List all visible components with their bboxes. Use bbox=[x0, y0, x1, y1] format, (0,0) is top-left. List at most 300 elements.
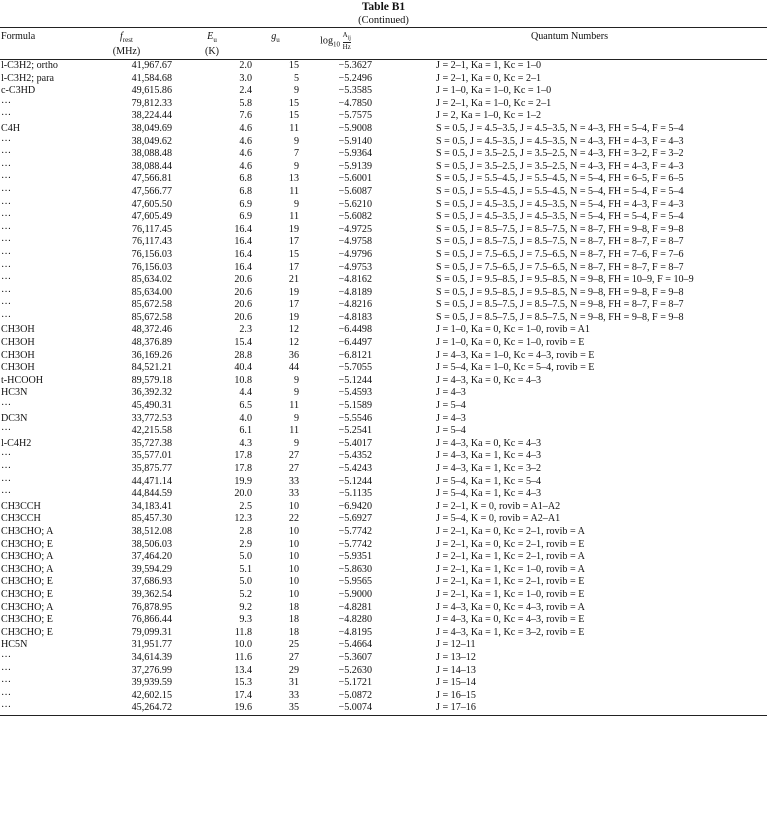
cell-frest: 85,634.02 bbox=[131, 274, 172, 286]
cell-eu: 11.8 bbox=[234, 626, 252, 638]
cell-frest: 35,577.01 bbox=[131, 450, 172, 462]
cell-quantum-numbers: J = 2–1, Ka = 1, Kc = 2–1, rovib = E bbox=[436, 576, 585, 588]
cell-formula: l-C3H2; ortho bbox=[1, 60, 58, 72]
cell-gu: 10 bbox=[288, 588, 299, 600]
cell-eu: 20.6 bbox=[234, 286, 252, 298]
cell-frest: 85,672.58 bbox=[131, 311, 172, 323]
cell-frest: 85,457.30 bbox=[131, 513, 172, 525]
cell-formula: ··· bbox=[1, 702, 12, 714]
cell-eu: 28.8 bbox=[234, 349, 252, 361]
cell-gu: 27 bbox=[288, 651, 299, 663]
cell-gu: 15 bbox=[288, 248, 299, 260]
table-row bbox=[0, 324, 767, 337]
cell-quantum-numbers: J = 13–12 bbox=[436, 651, 476, 663]
table-row bbox=[0, 262, 767, 275]
cell-eu: 16.4 bbox=[234, 223, 252, 235]
cell-eu: 5.1 bbox=[239, 563, 252, 575]
table-row bbox=[0, 211, 767, 224]
cell-log-aij: −5.1721 bbox=[338, 677, 372, 689]
table-row bbox=[0, 98, 767, 111]
cell-gu: 9 bbox=[293, 374, 299, 386]
cell-quantum-numbers: J = 5–4, Ka = 1–0, Kc = 5–4, rovib = E bbox=[436, 362, 595, 374]
cell-eu: 16.4 bbox=[234, 261, 252, 273]
cell-log-aij: −4.7850 bbox=[338, 97, 372, 109]
cell-eu: 2.0 bbox=[239, 60, 252, 72]
table-row bbox=[0, 589, 767, 602]
cell-gu: 11 bbox=[289, 425, 299, 437]
cell-log-aij: −5.6001 bbox=[338, 173, 372, 185]
cell-log-aij: −4.8189 bbox=[338, 286, 372, 298]
cell-gu: 9 bbox=[293, 135, 299, 147]
cell-gu: 12 bbox=[288, 337, 299, 349]
cell-eu: 6.9 bbox=[239, 198, 252, 210]
cell-frest: 38,049.69 bbox=[131, 122, 172, 134]
cell-frest: 42,215.58 bbox=[131, 425, 172, 437]
table-row bbox=[0, 274, 767, 287]
cell-quantum-numbers: S = 0.5, J = 4.5–3.5, J = 4.5–3.5, N = 4–3, FH = 4–3, F = 4–3 bbox=[436, 135, 684, 147]
cell-log-aij: −4.9725 bbox=[338, 223, 372, 235]
cell-eu: 4.6 bbox=[239, 148, 252, 160]
cell-eu: 4.6 bbox=[239, 135, 252, 147]
table-body bbox=[0, 60, 767, 715]
cell-eu: 3.0 bbox=[239, 72, 252, 84]
cell-gu: 17 bbox=[288, 261, 299, 273]
cell-log-aij: −5.9565 bbox=[338, 576, 372, 588]
cell-frest: 49,615.86 bbox=[131, 85, 172, 97]
cell-formula: ··· bbox=[1, 400, 12, 412]
cell-frest: 36,392.32 bbox=[131, 387, 172, 399]
cell-formula: ··· bbox=[1, 463, 12, 475]
table-row bbox=[0, 400, 767, 413]
cell-frest: 39,362.54 bbox=[131, 588, 172, 600]
cell-log-aij: −4.9753 bbox=[338, 261, 372, 273]
cell-gu: 18 bbox=[288, 626, 299, 638]
cell-frest: 89,579.18 bbox=[131, 374, 172, 386]
cell-formula: ··· bbox=[1, 664, 12, 676]
cell-gu: 21 bbox=[288, 274, 299, 286]
cell-quantum-numbers: J = 1–0, Ka = 0, Kc = 1–0, rovib = E bbox=[436, 337, 585, 349]
cell-eu: 13.4 bbox=[234, 664, 252, 676]
cell-gu: 11 bbox=[289, 185, 299, 197]
cell-eu: 16.4 bbox=[234, 248, 252, 260]
cell-log-aij: −5.2630 bbox=[338, 664, 372, 676]
cell-quantum-numbers: J = 2, Ka = 1–0, Kc = 1–2 bbox=[436, 110, 542, 122]
cell-quantum-numbers: J = 4–3, Ka = 1, Kc = 3–2, rovib = E bbox=[436, 626, 585, 638]
table-row bbox=[0, 136, 767, 149]
cell-formula: ··· bbox=[1, 198, 12, 210]
cell-eu: 6.8 bbox=[239, 185, 252, 197]
cell-gu: 22 bbox=[288, 513, 299, 525]
cell-frest: 47,566.81 bbox=[131, 173, 172, 185]
table-row bbox=[0, 224, 767, 237]
cell-eu: 16.4 bbox=[234, 236, 252, 248]
cell-eu: 4.6 bbox=[239, 122, 252, 134]
cell-eu: 5.0 bbox=[239, 576, 252, 588]
cell-frest: 44,471.14 bbox=[131, 475, 172, 487]
cell-formula: CH3CHO; A bbox=[1, 525, 54, 537]
cell-eu: 5.8 bbox=[239, 97, 252, 109]
cell-log-aij: −4.8281 bbox=[338, 601, 372, 613]
cell-frest: 79,099.31 bbox=[131, 626, 172, 638]
cell-eu: 40.4 bbox=[234, 362, 252, 374]
table-row bbox=[0, 85, 767, 98]
cell-quantum-numbers: S = 0.5, J = 7.5–6.5, J = 7.5–6.5, N = 8–7, FH = 7–6, F = 7–6 bbox=[436, 248, 684, 260]
cell-formula: ··· bbox=[1, 97, 12, 109]
cell-quantum-numbers: J = 1–0, Ka = 0, Kc = 1–0, rovib = A1 bbox=[436, 324, 590, 336]
cell-quantum-numbers: S = 0.5, J = 8.5–7.5, J = 8.5–7.5, N = 9–8, FH = 9–8, F = 9–8 bbox=[436, 311, 684, 323]
cell-frest: 84,521.21 bbox=[131, 362, 172, 374]
cell-formula: HC5N bbox=[1, 639, 28, 651]
cell-log-aij: −5.9000 bbox=[338, 588, 372, 600]
cell-gu: 9 bbox=[293, 160, 299, 172]
cell-quantum-numbers: J = 4–3 bbox=[436, 387, 466, 399]
cell-frest: 79,812.33 bbox=[131, 97, 172, 109]
cell-gu: 11 bbox=[289, 122, 299, 134]
cell-frest: 47,605.50 bbox=[131, 198, 172, 210]
cell-quantum-numbers: J = 5–4 bbox=[436, 425, 466, 437]
cell-gu: 10 bbox=[288, 576, 299, 588]
cell-formula: c-C3HD bbox=[1, 85, 36, 97]
cell-quantum-numbers: J = 2–1, Ka = 0, Kc = 2–1, rovib = A bbox=[436, 525, 585, 537]
cell-eu: 9.2 bbox=[239, 601, 252, 613]
table-row bbox=[0, 60, 767, 73]
cell-formula: ··· bbox=[1, 173, 12, 185]
table-row bbox=[0, 564, 767, 577]
cell-eu: 6.8 bbox=[239, 173, 252, 185]
cell-log-aij: −5.6082 bbox=[338, 211, 372, 223]
cell-formula: ··· bbox=[1, 299, 12, 311]
cell-frest: 39,939.59 bbox=[131, 677, 172, 689]
cell-gu: 18 bbox=[288, 601, 299, 613]
cell-formula: ··· bbox=[1, 311, 12, 323]
table-row bbox=[0, 375, 767, 388]
cell-log-aij: −5.5546 bbox=[338, 412, 372, 424]
cell-gu: 10 bbox=[288, 500, 299, 512]
cell-frest: 39,594.29 bbox=[131, 563, 172, 575]
table-row bbox=[0, 652, 767, 665]
table-row bbox=[0, 337, 767, 350]
cell-quantum-numbers: S = 0.5, J = 7.5–6.5, J = 7.5–6.5, N = 8–7, FH = 8–7, F = 8–7 bbox=[436, 261, 684, 273]
cell-log-aij: −5.9139 bbox=[338, 160, 372, 172]
table-row bbox=[0, 425, 767, 438]
table-row bbox=[0, 576, 767, 589]
cell-gu: 19 bbox=[288, 311, 299, 323]
cell-gu: 44 bbox=[288, 362, 299, 374]
cell-gu: 18 bbox=[288, 614, 299, 626]
header-frest: $f_{rest}$ (MHz) bbox=[112, 31, 141, 58]
cell-quantum-numbers: S = 0.5, J = 9.5–8.5, J = 9.5–8.5, N = 9–8, FH = 9–8, F = 9–8 bbox=[436, 286, 684, 298]
cell-gu: 29 bbox=[288, 664, 299, 676]
cell-log-aij: −5.3627 bbox=[338, 60, 372, 72]
cell-formula: CH3CCH bbox=[1, 513, 41, 525]
cell-gu: 15 bbox=[288, 97, 299, 109]
cell-quantum-numbers: J = 2–1, Ka = 1, Kc = 1–0, rovib = A bbox=[436, 563, 585, 575]
cell-log-aij: −4.9796 bbox=[338, 248, 372, 260]
cell-eu: 2.9 bbox=[239, 538, 252, 550]
cell-log-aij: −5.7742 bbox=[338, 525, 372, 537]
cell-formula: ··· bbox=[1, 135, 12, 147]
cell-log-aij: −5.3607 bbox=[338, 651, 372, 663]
cell-eu: 9.3 bbox=[239, 614, 252, 626]
cell-formula: CH3CHO; E bbox=[1, 588, 53, 600]
header-gu: $g_u$ bbox=[271, 31, 280, 45]
cell-formula: ··· bbox=[1, 236, 12, 248]
cell-frest: 48,376.89 bbox=[131, 337, 172, 349]
cell-quantum-numbers: S = 0.5, J = 3.5–2.5, J = 3.5–2.5, N = 4–3, FH = 4–3, F = 4–3 bbox=[436, 160, 684, 172]
cell-quantum-numbers: S = 0.5, J = 9.5–8.5, J = 9.5–8.5, N = 9–8, FH = 10–9, F = 10–9 bbox=[436, 274, 694, 286]
table-row bbox=[0, 539, 767, 552]
cell-log-aij: −5.3585 bbox=[338, 85, 372, 97]
cell-frest: 42,602.15 bbox=[131, 689, 172, 701]
table-row bbox=[0, 627, 767, 640]
cell-gu: 31 bbox=[288, 677, 299, 689]
cell-gu: 15 bbox=[288, 110, 299, 122]
cell-log-aij: −5.4664 bbox=[338, 639, 372, 651]
table-row bbox=[0, 350, 767, 363]
cell-frest: 38,506.03 bbox=[131, 538, 172, 550]
cell-quantum-numbers: J = 2–1, Ka = 1, Kc = 2–1, rovib = A bbox=[436, 551, 585, 563]
cell-formula: CH3CHO; A bbox=[1, 551, 54, 563]
cell-eu: 20.6 bbox=[234, 274, 252, 286]
cell-quantum-numbers: J = 17–16 bbox=[436, 702, 476, 714]
cell-log-aij: −5.4593 bbox=[338, 387, 372, 399]
cell-log-aij: −5.9364 bbox=[338, 148, 372, 160]
header-eu: $E_u$ (K) bbox=[204, 31, 219, 58]
cell-quantum-numbers: J = 4–3 bbox=[436, 412, 466, 424]
cell-gu: 19 bbox=[288, 223, 299, 235]
cell-log-aij: −6.8121 bbox=[338, 349, 372, 361]
cell-quantum-numbers: J = 4–3, Ka = 0, Kc = 4–3 bbox=[436, 437, 542, 449]
cell-frest: 35,727.38 bbox=[131, 437, 172, 449]
table-row bbox=[0, 148, 767, 161]
cell-log-aij: −5.8630 bbox=[338, 563, 372, 575]
cell-log-aij: −4.8183 bbox=[338, 311, 372, 323]
cell-eu: 17.4 bbox=[234, 689, 252, 701]
cell-formula: t-HCOOH bbox=[1, 374, 44, 386]
cell-log-aij: −5.7575 bbox=[338, 110, 372, 122]
table-row bbox=[0, 513, 767, 526]
cell-frest: 41,967.67 bbox=[131, 60, 172, 72]
table-row bbox=[0, 438, 767, 451]
header-formula: Formula bbox=[1, 31, 36, 42]
table-row bbox=[0, 450, 767, 463]
cell-eu: 4.4 bbox=[239, 387, 252, 399]
cell-quantum-numbers: J = 2–1, Ka = 0, Kc = 2–1 bbox=[436, 72, 542, 84]
table-subtitle: (Continued) bbox=[358, 15, 409, 26]
cell-eu: 15.3 bbox=[234, 677, 252, 689]
cell-formula: ··· bbox=[1, 185, 12, 197]
cell-quantum-numbers: J = 4–3, Ka = 1, Kc = 4–3 bbox=[436, 450, 542, 462]
cell-gu: 35 bbox=[288, 702, 299, 714]
cell-frest: 38,224.44 bbox=[131, 110, 172, 122]
cell-gu: 11 bbox=[289, 400, 299, 412]
bottom-rule bbox=[0, 715, 767, 716]
cell-formula: ··· bbox=[1, 261, 12, 273]
table-row bbox=[0, 186, 767, 199]
cell-formula: CH3CCH bbox=[1, 500, 41, 512]
cell-log-aij: −6.9420 bbox=[338, 500, 372, 512]
cell-gu: 9 bbox=[293, 437, 299, 449]
cell-quantum-numbers: J = 5–4, K = 0, rovib = A2–A1 bbox=[436, 513, 561, 525]
cell-frest: 38,512.08 bbox=[131, 525, 172, 537]
cell-frest: 38,088.48 bbox=[131, 148, 172, 160]
cell-quantum-numbers: J = 1–0, Ka = 1–0, Kc = 1–0 bbox=[436, 85, 552, 97]
cell-frest: 38,088.44 bbox=[131, 160, 172, 172]
cell-formula: C4H bbox=[1, 122, 21, 134]
table-row bbox=[0, 387, 767, 400]
table-row bbox=[0, 173, 767, 186]
cell-eu: 2.3 bbox=[239, 324, 252, 336]
cell-gu: 17 bbox=[288, 236, 299, 248]
cell-log-aij: −4.9758 bbox=[338, 236, 372, 248]
cell-frest: 76,878.95 bbox=[131, 601, 172, 613]
cell-quantum-numbers: S = 0.5, J = 4.5–3.5, J = 4.5–3.5, N = 5–4, FH = 4–3, F = 4–3 bbox=[436, 198, 684, 210]
cell-gu: 33 bbox=[288, 488, 299, 500]
table-row bbox=[0, 199, 767, 212]
cell-formula: ··· bbox=[1, 286, 12, 298]
table-row bbox=[0, 312, 767, 325]
cell-eu: 2.4 bbox=[239, 85, 252, 97]
header-log: $\log_{10}$ $A_{ij}$ Hz bbox=[320, 31, 351, 52]
cell-eu: 15.4 bbox=[234, 337, 252, 349]
cell-log-aij: −5.9351 bbox=[338, 551, 372, 563]
table-row bbox=[0, 639, 767, 652]
cell-frest: 85,672.58 bbox=[131, 299, 172, 311]
cell-quantum-numbers: J = 4–3, Ka = 0, Kc = 4–3 bbox=[436, 374, 542, 386]
cell-quantum-numbers: J = 14–13 bbox=[436, 664, 476, 676]
cell-eu: 19.6 bbox=[234, 702, 252, 714]
table-row bbox=[0, 690, 767, 703]
data-table bbox=[0, 27, 767, 715]
cell-frest: 76,866.44 bbox=[131, 614, 172, 626]
table-row bbox=[0, 614, 767, 627]
cell-log-aij: −4.8280 bbox=[338, 614, 372, 626]
cell-log-aij: −4.8216 bbox=[338, 299, 372, 311]
cell-quantum-numbers: J = 15–14 bbox=[436, 677, 476, 689]
cell-formula: ··· bbox=[1, 160, 12, 172]
cell-formula: DC3N bbox=[1, 412, 28, 424]
cell-quantum-numbers: S = 0.5, J = 8.5–7.5, J = 8.5–7.5, N = 8–7, FH = 8–7, F = 8–7 bbox=[436, 236, 684, 248]
cell-gu: 12 bbox=[288, 324, 299, 336]
cell-formula: l-C3H2; para bbox=[1, 72, 54, 84]
cell-gu: 9 bbox=[293, 198, 299, 210]
cell-formula: ··· bbox=[1, 651, 12, 663]
cell-log-aij: −5.1589 bbox=[338, 400, 372, 412]
table-row bbox=[0, 602, 767, 615]
cell-frest: 45,490.31 bbox=[131, 400, 172, 412]
table-title: Table B1 bbox=[361, 1, 406, 13]
cell-frest: 76,117.43 bbox=[131, 236, 172, 248]
cell-log-aij: −5.4243 bbox=[338, 463, 372, 475]
table-row bbox=[0, 110, 767, 123]
cell-frest: 36,169.26 bbox=[131, 349, 172, 361]
cell-frest: 33,772.53 bbox=[131, 412, 172, 424]
table-row bbox=[0, 249, 767, 262]
cell-eu: 5.2 bbox=[239, 588, 252, 600]
table-row bbox=[0, 476, 767, 489]
cell-gu: 33 bbox=[288, 475, 299, 487]
cell-eu: 10.0 bbox=[234, 639, 252, 651]
cell-quantum-numbers: J = 2–1, Ka = 1, Kc = 1–0, rovib = E bbox=[436, 588, 585, 600]
cell-gu: 10 bbox=[288, 551, 299, 563]
cell-frest: 37,464.20 bbox=[131, 551, 172, 563]
cell-eu: 17.8 bbox=[234, 450, 252, 462]
cell-quantum-numbers: J = 2–1, Ka = 1, Kc = 1–0 bbox=[436, 60, 542, 72]
cell-log-aij: −5.6087 bbox=[338, 185, 372, 197]
cell-eu: 11.6 bbox=[234, 651, 252, 663]
cell-eu: 4.6 bbox=[239, 160, 252, 172]
cell-gu: 33 bbox=[288, 689, 299, 701]
cell-frest: 37,276.99 bbox=[131, 664, 172, 676]
cell-gu: 19 bbox=[288, 286, 299, 298]
cell-quantum-numbers: S = 0.5, J = 5.5–4.5, J = 5.5–4.5, N = 5–4, FH = 5–4, F = 5–4 bbox=[436, 185, 684, 197]
cell-log-aij: −5.7055 bbox=[338, 362, 372, 374]
cell-formula: ··· bbox=[1, 148, 12, 160]
table-row bbox=[0, 161, 767, 174]
cell-eu: 4.3 bbox=[239, 437, 252, 449]
table-row bbox=[0, 73, 767, 86]
cell-quantum-numbers: J = 4–3, Ka = 0, Kc = 4–3, rovib = E bbox=[436, 614, 585, 626]
cell-eu: 4.0 bbox=[239, 412, 252, 424]
cell-log-aij: −6.4498 bbox=[338, 324, 372, 336]
cell-gu: 17 bbox=[288, 299, 299, 311]
cell-gu: 9 bbox=[293, 85, 299, 97]
cell-quantum-numbers: J = 5–4, Ka = 1, Kc = 5–4 bbox=[436, 475, 542, 487]
cell-log-aij: −5.0872 bbox=[338, 689, 372, 701]
cell-formula: CH3CHO; A bbox=[1, 563, 54, 575]
cell-gu: 11 bbox=[289, 211, 299, 223]
table-row bbox=[0, 463, 767, 476]
cell-quantum-numbers: J = 5–4 bbox=[436, 400, 466, 412]
cell-quantum-numbers: J = 4–3, Ka = 0, Kc = 4–3, rovib = A bbox=[436, 601, 585, 613]
cell-frest: 37,686.93 bbox=[131, 576, 172, 588]
cell-gu: 13 bbox=[288, 173, 299, 185]
cell-frest: 41,584.68 bbox=[131, 72, 172, 84]
cell-eu: 10.8 bbox=[234, 374, 252, 386]
cell-log-aij: −5.9140 bbox=[338, 135, 372, 147]
table-row bbox=[0, 702, 767, 715]
cell-frest: 34,183.41 bbox=[131, 500, 172, 512]
cell-eu: 17.8 bbox=[234, 463, 252, 475]
table-row bbox=[0, 413, 767, 426]
cell-gu: 5 bbox=[293, 72, 299, 84]
cell-quantum-numbers: J = 4–3, Ka = 1–0, Kc = 4–3, rovib = E bbox=[436, 349, 595, 361]
cell-log-aij: −5.1244 bbox=[338, 374, 372, 386]
cell-log-aij: −5.1244 bbox=[338, 475, 372, 487]
cell-frest: 45,264.72 bbox=[131, 702, 172, 714]
cell-formula: HC3N bbox=[1, 387, 28, 399]
cell-quantum-numbers: S = 0.5, J = 8.5–7.5, J = 8.5–7.5, N = 9–8, FH = 8–7, F = 8–7 bbox=[436, 299, 684, 311]
cell-log-aij: −5.6210 bbox=[338, 198, 372, 210]
cell-log-aij: −5.7742 bbox=[338, 538, 372, 550]
cell-formula: ··· bbox=[1, 488, 12, 500]
cell-gu: 10 bbox=[288, 525, 299, 537]
cell-gu: 9 bbox=[293, 412, 299, 424]
cell-formula: CH3OH bbox=[1, 324, 35, 336]
cell-formula: ··· bbox=[1, 475, 12, 487]
table-row bbox=[0, 488, 767, 501]
cell-frest: 35,875.77 bbox=[131, 463, 172, 475]
table-row bbox=[0, 526, 767, 539]
cell-formula: CH3CHO; A bbox=[1, 601, 54, 613]
cell-formula: ··· bbox=[1, 274, 12, 286]
cell-log-aij: −5.2541 bbox=[338, 425, 372, 437]
cell-formula: ··· bbox=[1, 677, 12, 689]
table-row bbox=[0, 501, 767, 514]
table-row bbox=[0, 123, 767, 136]
cell-frest: 47,605.49 bbox=[131, 211, 172, 223]
cell-formula: ··· bbox=[1, 425, 12, 437]
